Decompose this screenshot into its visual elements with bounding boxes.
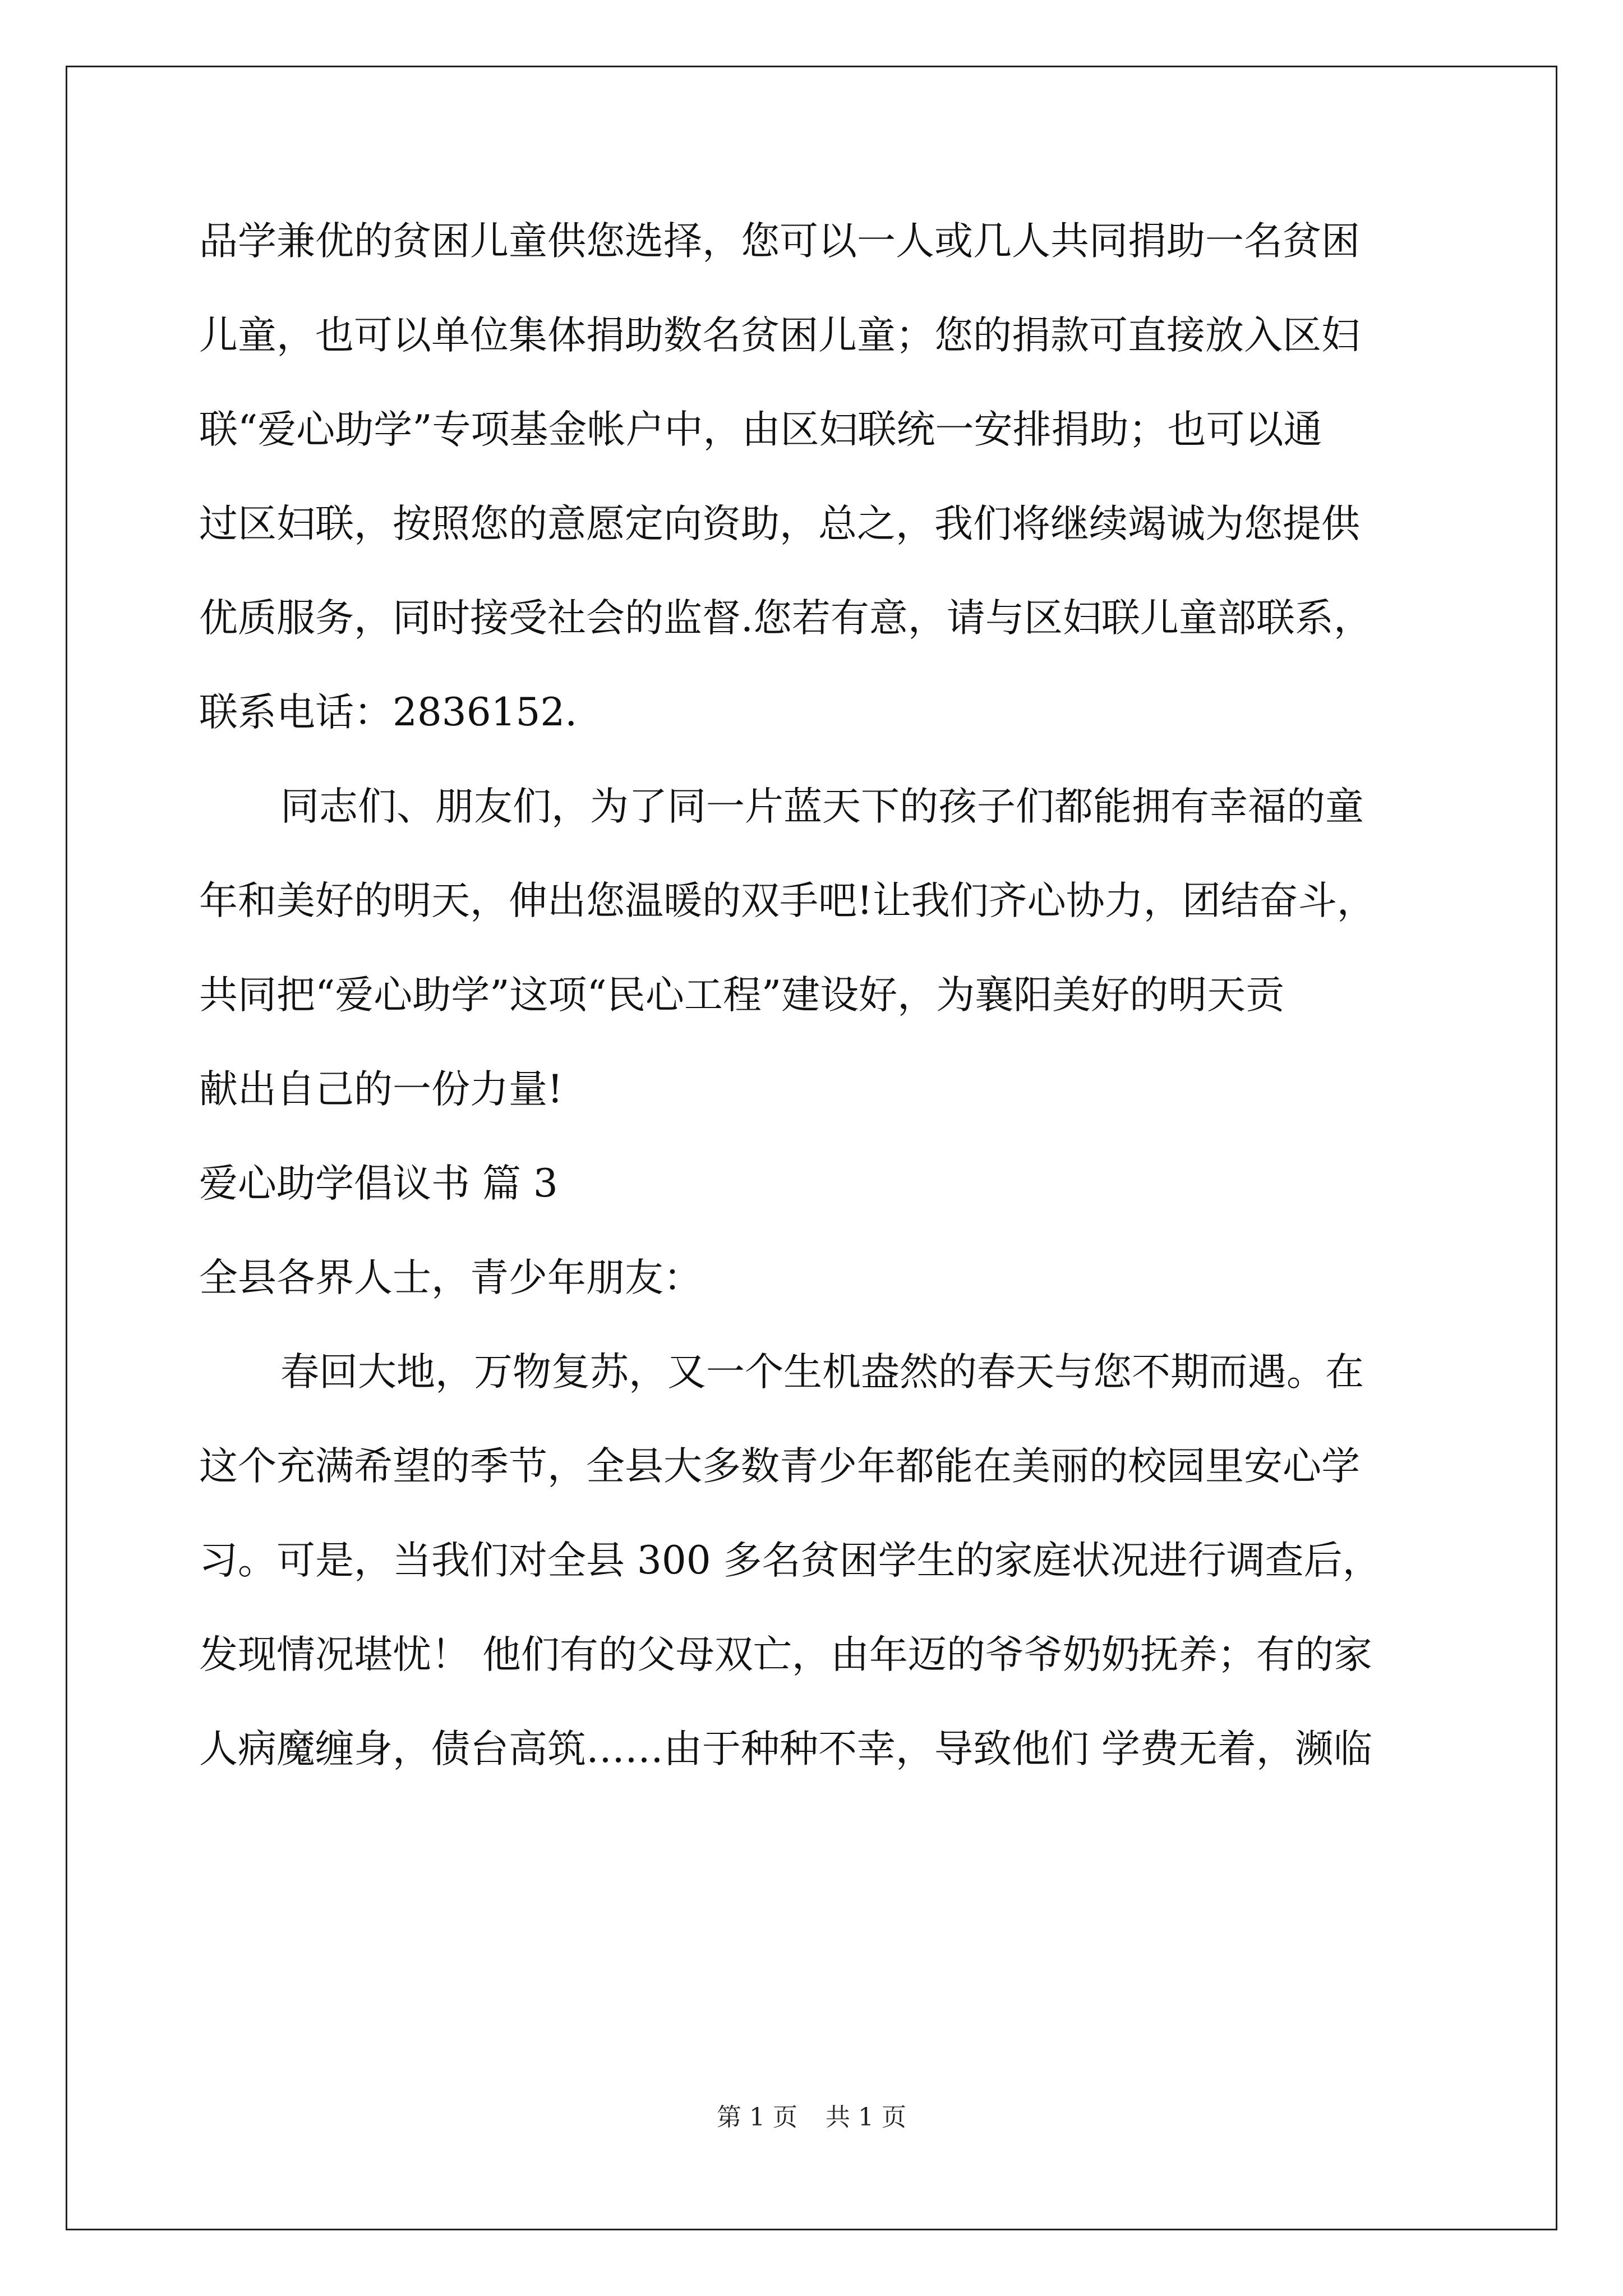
- paragraph-line: 优质服务，同时接受社会的监督.您若有意，请与区妇联儿童部联系，: [199, 596, 1372, 641]
- section-heading: 爱心助学倡议书 篇 3: [199, 1161, 558, 1206]
- page-footer: [0, 2101, 1623, 2134]
- paragraph-line: 献出自己的一份力量!: [199, 1067, 563, 1112]
- paragraph-line: 儿童，也可以单位集体捐助数名贫困儿童；您的捐款可直接放入区妇: [199, 313, 1360, 358]
- paragraph-line: 春回大地，万物复苏，又一个生机盎然的春天与您不期而遇。在: [280, 1350, 1364, 1395]
- page-number: 第 1 页: [717, 2103, 797, 2132]
- page-total: 共 1 页: [826, 2103, 906, 2132]
- paragraph-line: 发现情况堪忧！ 他们有的父母双亡，由年迈的爷爷奶奶抚养；有的家: [199, 1632, 1372, 1677]
- paragraph-line: 年和美好的明天，伸出您温暖的双手吧!让我们齐心协力，团结奋斗，: [199, 878, 1376, 923]
- document-body: [199, 213, 1433, 1980]
- paragraph-line: 联系电话：2836152.: [199, 690, 578, 735]
- paragraph-line: 这个充满希望的季节，全县大多数青少年都能在美丽的校园里安心学: [199, 1444, 1360, 1489]
- paragraph-line: 人病魔缠身，债台高筑……由于种种不幸，导致他们 学费无着，濒临: [199, 1727, 1372, 1772]
- salutation: 全县各界人士，青少年朋友：: [199, 1255, 702, 1300]
- paragraph-line: 共同把“爱心助学”这项“民心工程”建设好，为襄阳美好的明天贡: [199, 973, 1285, 1018]
- paragraph-line: 联“爱心助学”专项基金帐户中，由区妇联统一安排捐助；也可以通: [199, 407, 1322, 452]
- paragraph-line: 同志们、朋友们，为了同一片蓝天下的孩子们都能拥有幸福的童: [280, 784, 1364, 829]
- paragraph-line: 品学兼优的贫困儿童供您选择，您可以一人或几人共同捐助一名贫困: [199, 219, 1360, 264]
- paragraph-line: 习。可是，当我们对全县 300 多名贫困学生的家庭状况进行调查后，: [199, 1538, 1381, 1583]
- paragraph-line: 过区妇联，按照您的意愿定向资助，总之，我们将继续竭诚为您提供: [199, 501, 1360, 546]
